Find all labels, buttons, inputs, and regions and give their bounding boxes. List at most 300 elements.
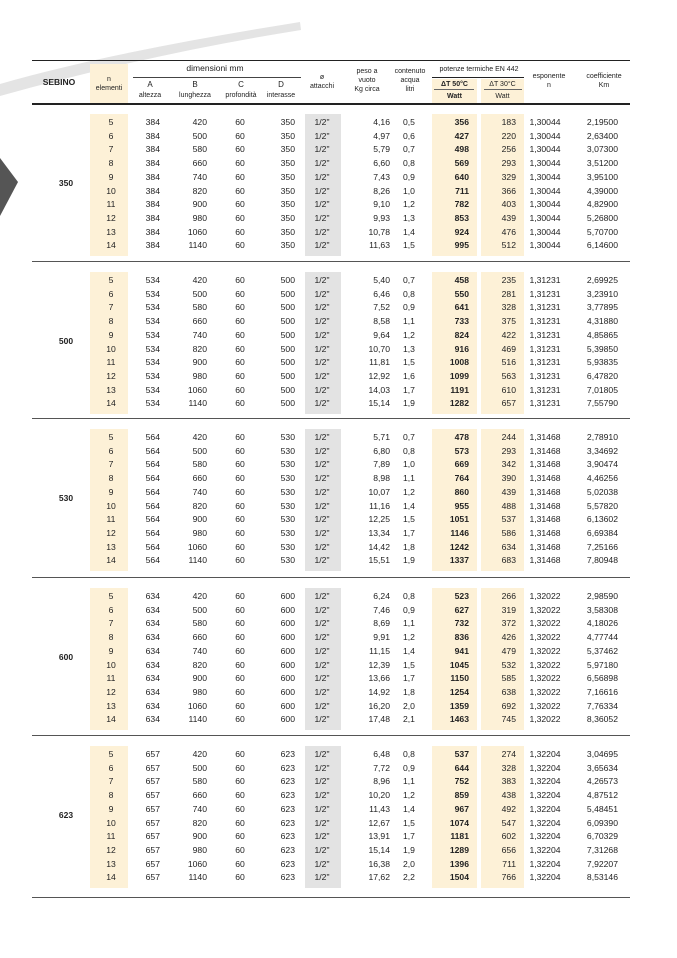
cell-dt50-watt: 1146 [450,527,469,538]
cell-n-elementi: 6 [108,288,114,299]
cell-profondita: 60 [235,541,245,552]
cell-profondita: 60 [235,212,245,223]
cell-profondita: 60 [235,343,245,354]
cell-peso: 12,39 [368,659,390,670]
cell-attacchi: 1/2" [314,844,330,855]
cell-peso: 13,91 [368,831,390,842]
cell-interasse: 530 [280,473,295,484]
cell-contenuto: 1,5 [403,659,415,670]
cell-dt30-watt: 692 [501,700,516,711]
cell-esponente: 1,31468 [529,500,561,511]
cell-contenuto: 0,6 [403,130,415,141]
cell-lunghezza: 660 [192,316,207,327]
header-coefficiente: coefficiente [586,73,622,80]
cell-attacchi: 1/2" [314,831,330,842]
cell-altezza: 534 [145,288,160,299]
cell-n-elementi: 7 [108,302,114,313]
cell-km: 2,98590 [586,591,618,601]
cell-contenuto: 1,7 [403,673,415,684]
cell-altezza: 564 [145,432,160,442]
cell-peso: 11,16 [369,500,390,511]
cell-profondita: 60 [235,803,245,814]
cell-peso: 10,70 [368,343,390,354]
header-dim-letter: B [192,80,198,89]
dt30-underline [484,89,522,90]
cell-altezza: 534 [145,357,160,368]
cell-dt30-watt: 745 [501,714,516,725]
cell-esponente: 1,32022 [529,591,561,601]
cell-attacchi: 1/2" [314,302,330,313]
cell-altezza: 564 [145,473,160,484]
cell-km: 4,39000 [586,185,618,196]
cell-profondita: 60 [235,432,245,442]
cell-profondita: 60 [235,659,245,670]
cell-km: 4,26573 [586,776,618,787]
cell-interasse: 600 [280,618,295,629]
cell-n-elementi: 6 [108,604,114,615]
cell-altezza: 657 [145,831,160,842]
cell-lunghezza: 820 [192,817,207,828]
cell-dt30-watt: 476 [501,226,516,237]
cell-interasse: 600 [280,591,295,601]
header-rule [32,103,630,105]
cell-n-elementi: 6 [108,445,114,456]
cell-peso: 10,78 [368,226,390,237]
cell-lunghezza: 580 [192,459,207,470]
header-dim-name: profondità [225,92,257,99]
cell-esponente: 1,30044 [529,240,561,251]
cell-contenuto: 2,1 [403,714,415,725]
cell-profondita: 60 [235,790,245,801]
cell-attacchi: 1/2" [314,130,330,141]
cell-peso: 7,89 [373,459,390,470]
cell-profondita: 60 [235,844,245,855]
cell-altezza: 534 [145,329,160,340]
cell-dt50-watt: 356 [454,117,469,127]
cell-esponente: 1,30044 [529,171,561,182]
cell-lunghezza: 420 [192,749,207,759]
cell-dt50-watt: 824 [454,329,469,340]
cell-peso: 7,72 [373,762,390,773]
potenze-underline [432,77,524,78]
cell-dt30-watt: 293 [501,445,516,456]
cell-n-elementi: 8 [108,473,114,484]
cell-interasse: 500 [280,329,295,340]
cell-km: 6,09390 [586,817,618,828]
cell-km: 7,16616 [586,686,618,697]
header-elementi: elementi [95,85,123,92]
cell-interasse: 530 [280,486,295,497]
cell-n-elementi: 8 [108,790,114,801]
cell-interasse: 350 [280,199,295,210]
cell-contenuto: 1,7 [403,384,415,395]
model-label: 350 [58,177,74,188]
cell-km: 4,46256 [586,473,618,484]
group-separator [32,577,630,578]
cell-dt30-watt: 439 [501,486,516,497]
cell-altezza: 534 [145,398,160,409]
cell-attacchi: 1/2" [314,329,330,340]
cell-n-elementi: 5 [108,591,114,601]
cell-attacchi: 1/2" [314,398,330,409]
cell-esponente: 1,30044 [529,199,561,210]
cell-n-elementi: 13 [106,384,116,395]
cell-altezza: 384 [145,144,160,155]
cell-km: 2,63400 [586,130,618,141]
cell-contenuto: 1,9 [403,844,415,855]
cell-km: 5,57820 [586,500,618,511]
cell-profondita: 60 [235,199,245,210]
cell-interasse: 623 [280,817,295,828]
cell-interasse: 623 [280,831,295,842]
cell-attacchi: 1/2" [314,240,330,251]
cell-profondita: 60 [235,130,245,141]
cell-contenuto: 1,2 [403,329,415,340]
cell-km: 3,51200 [586,158,618,169]
cell-contenuto: 1,9 [403,555,415,566]
cell-peso: 14,92 [368,686,390,697]
cell-dt30-watt: 586 [501,527,516,538]
cell-n-elementi: 14 [106,714,116,725]
cell-lunghezza: 580 [192,618,207,629]
cell-dt30-watt: 479 [501,645,516,656]
cell-altezza: 534 [145,275,160,285]
cell-esponente: 1,32022 [529,686,561,697]
cell-interasse: 600 [280,659,295,670]
cell-dt50-watt: 569 [454,158,469,169]
cell-profondita: 60 [235,370,245,381]
cell-altezza: 384 [145,185,160,196]
cell-n-elementi: 9 [108,645,114,656]
cell-peso: 11,15 [369,645,390,656]
cell-km: 7,25166 [586,541,618,552]
cell-dt50-watt: 1463 [449,714,469,725]
cell-peso: 11,63 [369,240,390,251]
cell-lunghezza: 980 [192,370,207,381]
cell-attacchi: 1/2" [314,803,330,814]
cell-profondita: 60 [235,171,245,182]
cell-lunghezza: 900 [192,514,207,525]
cell-n-elementi: 6 [108,130,114,141]
cell-altezza: 534 [145,343,160,354]
header-n: n [107,76,111,83]
cell-esponente: 1,32022 [529,673,561,684]
cell-dt50-watt: 752 [454,776,469,787]
cell-dt50-watt: 1242 [449,541,469,552]
cell-lunghezza: 900 [192,199,207,210]
cell-altezza: 657 [145,762,160,773]
cell-altezza: 564 [145,541,160,552]
cell-dt30-watt: 328 [501,302,516,313]
cell-interasse: 350 [280,212,295,223]
cell-dt30-watt: 375 [501,316,516,327]
cell-km: 7,92207 [586,858,618,869]
cell-dt30-watt: 766 [501,872,516,883]
cell-profondita: 60 [235,240,245,251]
cell-km: 2,78910 [586,432,618,442]
cell-km: 6,70329 [586,831,618,842]
cell-lunghezza: 820 [192,500,207,511]
cell-esponente: 1,30044 [529,130,561,141]
cell-esponente: 1,31231 [529,343,561,354]
cell-contenuto: 1,0 [403,185,415,196]
cell-altezza: 534 [145,370,160,381]
cell-n-elementi: 10 [106,343,116,354]
cell-peso: 5,79 [373,144,390,155]
cell-lunghezza: 1140 [188,714,207,725]
cell-altezza: 534 [145,302,160,313]
cell-dt50-watt: 836 [454,632,469,643]
cell-dt30-watt: 366 [501,185,516,196]
cell-attacchi: 1/2" [314,473,330,484]
cell-altezza: 384 [145,130,160,141]
cell-peso: 6,80 [373,445,390,456]
cell-esponente: 1,31468 [529,541,561,552]
cell-esponente: 1,32022 [529,645,561,656]
cell-interasse: 530 [280,500,295,511]
cell-interasse: 530 [280,459,295,470]
cell-km: 3,95100 [586,171,618,182]
cell-esponente: 1,31231 [529,316,561,327]
cell-n-elementi: 12 [106,370,116,381]
cell-esponente: 1,31468 [529,459,561,470]
cell-n-elementi: 9 [108,486,114,497]
group-separator [32,735,630,736]
header-potenze: potenze termiche EN 442 [439,66,519,73]
cell-esponente: 1,31468 [529,445,561,456]
cell-attacchi: 1/2" [314,212,330,223]
header-peso-1: peso a [356,68,378,75]
cell-n-elementi: 5 [108,749,114,759]
cell-altezza: 634 [145,714,160,725]
cell-dt50-watt: 1074 [449,817,469,828]
cell-attacchi: 1/2" [314,700,330,711]
cell-n-elementi: 14 [106,872,116,883]
cell-n-elementi: 8 [108,158,114,169]
cell-attacchi: 1/2" [314,384,330,395]
cell-contenuto: 0,7 [403,144,415,155]
cell-contenuto: 1,1 [403,776,415,787]
cell-dt30-watt: 602 [501,831,516,842]
cell-attacchi: 1/2" [314,858,330,869]
cell-dt50-watt: 1282 [449,398,469,409]
cell-peso: 8,58 [373,316,390,327]
cell-contenuto: 1,5 [403,357,415,368]
cell-dt30-watt: 657 [501,398,516,409]
cell-lunghezza: 1140 [188,240,207,251]
cell-contenuto: 1,5 [403,240,415,251]
cell-lunghezza: 820 [192,659,207,670]
cell-contenuto: 0,8 [403,158,415,169]
cell-esponente: 1,31231 [529,329,561,340]
dim-underline [133,77,301,78]
cell-dt30-watt: 656 [501,844,516,855]
cell-attacchi: 1/2" [314,171,330,182]
cell-peso: 12,67 [368,817,390,828]
group-separator [32,897,630,898]
cell-profondita: 60 [235,700,245,711]
cell-dt30-watt: 585 [501,673,516,684]
cell-n-elementi: 14 [106,398,116,409]
cell-contenuto: 2,0 [403,858,415,869]
cell-km: 5,26800 [586,212,618,223]
cell-esponente: 1,32204 [529,872,561,883]
cell-peso: 17,62 [368,872,390,883]
cell-attacchi: 1/2" [314,144,330,155]
cell-dt50-watt: 1504 [449,872,469,883]
cell-profondita: 60 [235,226,245,237]
cell-interasse: 623 [280,749,295,759]
cell-contenuto: 0,9 [403,171,415,182]
cell-dt30-watt: 512 [501,240,516,251]
cell-n-elementi: 11 [106,514,116,525]
cell-interasse: 623 [280,790,295,801]
cell-attacchi: 1/2" [314,749,330,759]
cell-n-elementi: 11 [106,673,116,684]
model-label: 530 [58,492,74,503]
cell-lunghezza: 580 [192,776,207,787]
cell-contenuto: 1,4 [403,803,415,814]
cell-peso: 15,51 [368,555,390,566]
cell-dt30-watt: 329 [501,171,516,182]
cell-dt30-watt: 244 [501,432,516,442]
cell-km: 7,01805 [586,384,618,395]
cell-attacchi: 1/2" [314,357,330,368]
cell-dt50-watt: 669 [454,459,469,470]
cell-peso: 9,64 [373,329,390,340]
cell-km: 5,37462 [586,645,618,656]
header-dt50: ΔT 50°C [441,81,468,88]
cell-profondita: 60 [235,872,245,883]
cell-interasse: 600 [280,604,295,615]
cell-lunghezza: 980 [192,212,207,223]
cell-km: 3,77895 [586,302,618,313]
cell-attacchi: 1/2" [314,776,330,787]
cell-contenuto: 0,9 [403,302,415,313]
cell-n-elementi: 12 [106,527,116,538]
cell-contenuto: 0,8 [403,591,415,601]
cell-interasse: 530 [280,541,295,552]
header-dim-name: altezza [138,92,162,99]
cell-esponente: 1,30044 [529,144,561,155]
cell-dt30-watt: 390 [501,473,516,484]
cell-altezza: 384 [145,117,160,127]
cell-dt30-watt: 547 [501,817,516,828]
cell-dt50-watt: 1150 [450,673,469,684]
cell-altezza: 384 [145,171,160,182]
cell-peso: 9,93 [373,212,390,223]
cell-km: 3,58308 [586,604,618,615]
cell-esponente: 1,32204 [529,803,561,814]
cell-lunghezza: 1060 [187,858,207,869]
side-tab-arrow [0,158,24,218]
cell-esponente: 1,31468 [529,514,561,525]
cell-esponente: 1,31231 [529,288,561,299]
cell-peso: 15,14 [368,398,390,409]
cell-lunghezza: 980 [192,844,207,855]
cell-attacchi: 1/2" [314,555,330,566]
cell-profondita: 60 [235,398,245,409]
cell-peso: 11,81 [369,357,390,368]
cell-altezza: 657 [145,790,160,801]
cell-km: 7,76334 [586,700,618,711]
cell-lunghezza: 820 [192,343,207,354]
cell-contenuto: 1,4 [403,226,415,237]
cell-dt30-watt: 638 [501,686,516,697]
header-attacchi: attacchi [309,83,335,90]
cell-interasse: 500 [280,288,295,299]
cell-dt50-watt: 860 [454,486,469,497]
cell-contenuto: 1,2 [403,486,415,497]
cell-km: 6,47820 [586,370,618,381]
cell-dt50-watt: 573 [454,445,469,456]
cell-km: 3,65634 [586,762,618,773]
cell-km: 6,56898 [586,673,618,684]
cell-dt30-watt: 422 [501,329,516,340]
cell-altezza: 564 [145,445,160,456]
cell-peso: 16,38 [368,858,390,869]
cell-profondita: 60 [235,527,245,538]
cell-peso: 10,07 [368,486,390,497]
cell-km: 2,69925 [586,275,618,285]
cell-dt50-watt: 1254 [449,686,469,697]
cell-altezza: 384 [145,240,160,251]
cell-profondita: 60 [235,632,245,643]
cell-attacchi: 1/2" [314,790,330,801]
cell-n-elementi: 10 [106,500,116,511]
cell-profondita: 60 [235,645,245,656]
cell-dt50-watt: 711 [455,185,469,196]
cell-peso: 6,46 [373,288,390,299]
cell-interasse: 500 [280,370,295,381]
cell-n-elementi: 7 [108,144,114,155]
cell-n-elementi: 9 [108,803,114,814]
cell-n-elementi: 10 [106,659,116,670]
header-esponente-n: n [547,82,551,89]
cell-n-elementi: 9 [108,171,114,182]
cell-altezza: 634 [145,686,160,697]
cell-n-elementi: 14 [106,240,116,251]
cell-altezza: 564 [145,514,160,525]
cell-altezza: 564 [145,486,160,497]
cell-profondita: 60 [235,459,245,470]
cell-km: 4,18026 [586,618,618,629]
cell-n-elementi: 13 [106,226,116,237]
cell-dt30-watt: 532 [501,659,516,670]
cell-contenuto: 1,9 [403,398,415,409]
cell-km: 4,87512 [586,790,618,801]
cell-dt30-watt: 293 [501,158,516,169]
cell-km: 5,39850 [586,343,618,354]
cell-contenuto: 1,8 [403,541,415,552]
cell-n-elementi: 9 [108,329,114,340]
cell-profondita: 60 [235,117,245,127]
cell-esponente: 1,32204 [529,776,561,787]
cell-n-elementi: 7 [108,776,114,787]
cell-dt30-watt: 563 [501,370,516,381]
cell-altezza: 634 [145,673,160,684]
model-label: 600 [58,651,74,662]
cell-attacchi: 1/2" [314,343,330,354]
cell-attacchi: 1/2" [314,432,330,442]
cell-profondita: 60 [235,329,245,340]
cell-peso: 6,24 [373,591,390,601]
cell-dt30-watt: 383 [501,776,516,787]
cell-dt50-watt: 641 [454,302,469,313]
cell-lunghezza: 1060 [187,541,207,552]
cell-contenuto: 1,1 [403,316,415,327]
cell-peso: 5,71 [373,432,390,442]
